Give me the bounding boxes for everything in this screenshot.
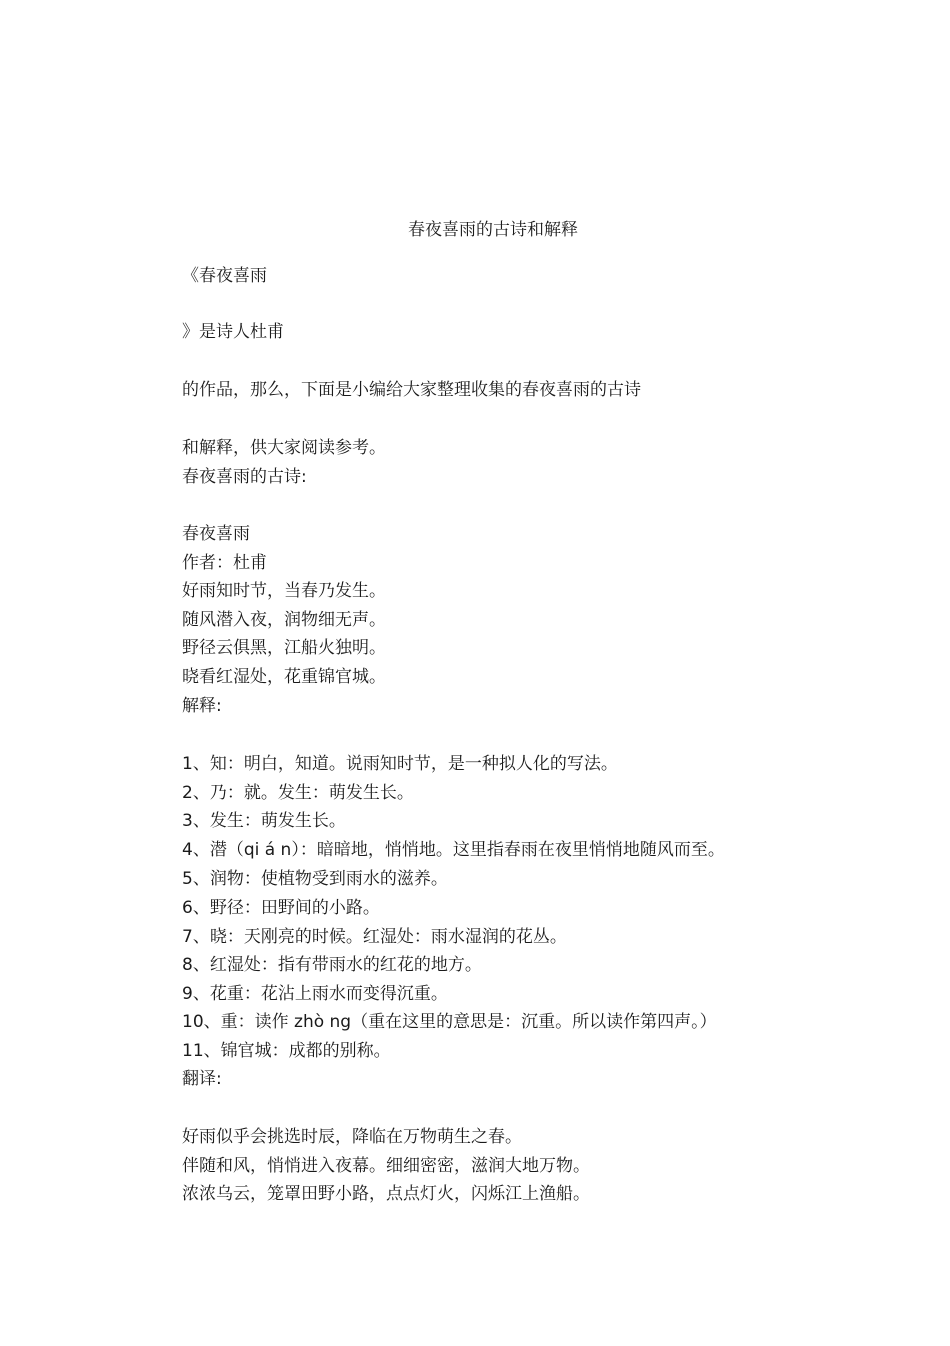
note-item: 2、乃：就。发生：萌发生长。	[182, 783, 414, 803]
note-item: 1、知：明白，知道。说雨知时节，是一种拟人化的写法。	[182, 754, 618, 774]
poem-line: 晓看红湿处，花重锦官城。	[182, 667, 386, 687]
translation-heading: 翻译:	[182, 1069, 222, 1089]
note-item: 3、发生：萌发生长。	[182, 811, 346, 831]
translation-line: 浓浓乌云，笼罩田野小路，点点灯火，闪烁江上渔船。	[182, 1184, 590, 1204]
note-item: 10、重：读作 zhò ng（重在这里的意思是：沉重。所以读作第四声。）	[182, 1012, 717, 1032]
poem-title: 春夜喜雨	[182, 524, 250, 544]
notes-heading: 解释:	[182, 696, 222, 716]
note-item: 6、野径：田野间的小路。	[182, 898, 380, 918]
translation-line: 好雨似乎会挑选时辰，降临在万物萌生之春。	[182, 1127, 522, 1147]
poem-line: 野径云俱黑，江船火独明。	[182, 638, 386, 658]
note-item: 7、晓：天刚亮的时候。红湿处：雨水湿润的花丛。	[182, 927, 567, 947]
poem-line: 好雨知时节，当春乃发生。	[182, 581, 386, 601]
note-item: 11、锦官城：成都的别称。	[182, 1041, 391, 1061]
translation-line: 伴随和风，悄悄进入夜幕。细细密密，滋润大地万物。	[182, 1156, 590, 1176]
note-item: 5、润物：使植物受到雨水的滋养。	[182, 869, 448, 889]
poem-heading: 春夜喜雨的古诗:	[182, 467, 307, 487]
note-item: 8、红湿处：指有带雨水的红花的地方。	[182, 955, 482, 975]
poem-line: 随风潜入夜，润物细无声。	[182, 610, 386, 630]
intro-line-3: 的作品，那么，下面是小编给大家整理收集的春夜喜雨的古诗	[182, 380, 641, 400]
note-item: 9、花重：花沾上雨水而变得沉重。	[182, 984, 448, 1004]
poem-author: 作者：杜甫	[182, 553, 267, 573]
intro-line-1: 《春夜喜雨	[182, 266, 267, 286]
intro-line-2: 》是诗人杜甫	[182, 322, 284, 342]
note-item: 4、潜（qi á n）：暗暗地，悄悄地。这里指春雨在夜里悄悄地随风而至。	[182, 840, 725, 860]
intro-line-4: 和解释，供大家阅读参考。	[182, 438, 386, 458]
document-title: 春夜喜雨的古诗和解释	[408, 220, 578, 240]
